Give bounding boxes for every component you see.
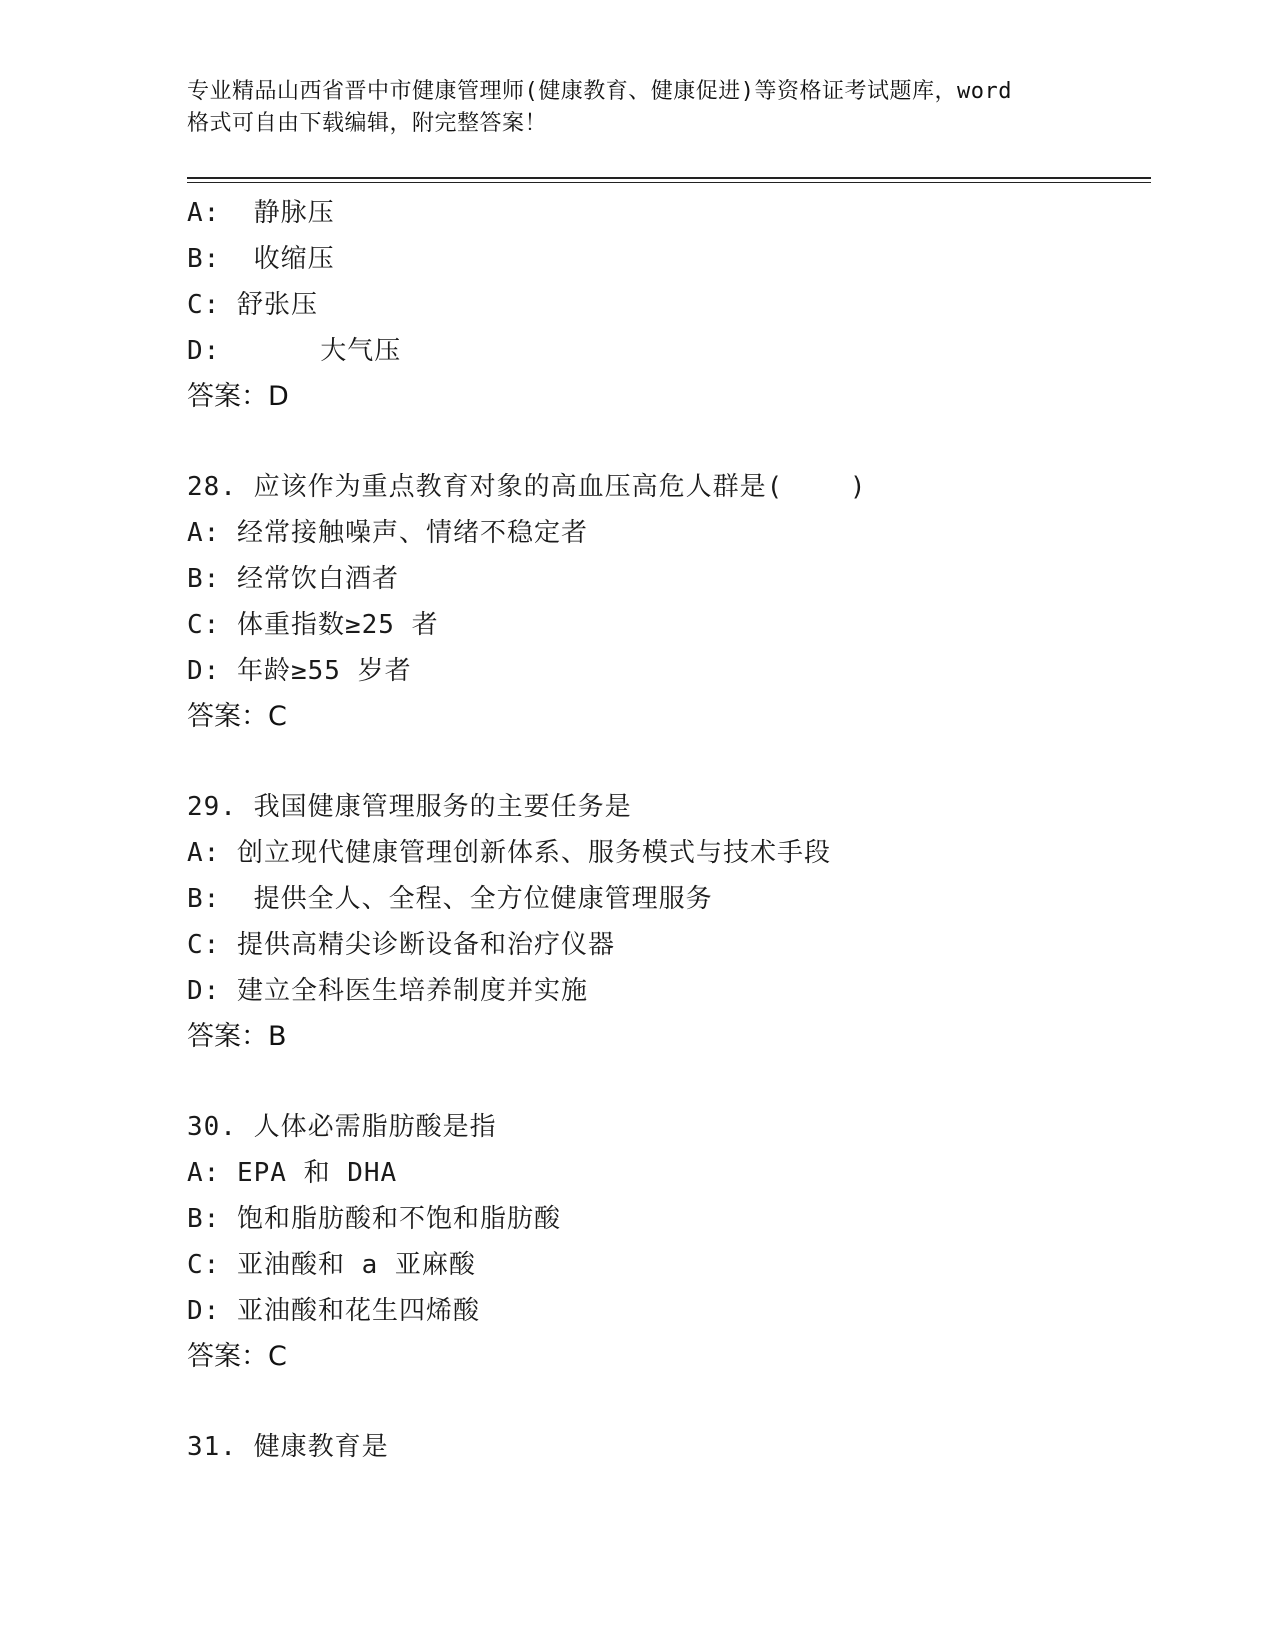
option-d: D: 大气压: [187, 336, 402, 366]
answer-line: 答案：C: [187, 701, 287, 732]
option-d: D: 年龄≥55 岁者: [187, 656, 412, 686]
question-content: [187, 190, 1151, 1470]
header-divider-thin: [187, 182, 1151, 183]
option-a: A: 经常接触噪声、情绪不稳定者: [187, 518, 588, 548]
spacer: [187, 1060, 1151, 1104]
option-a: A: 创立现代健康管理创新体系、服务模式与技术手段: [187, 838, 831, 868]
option-c: C: 体重指数≥25 者: [187, 610, 439, 640]
option-b: B: 收缩压: [187, 244, 335, 274]
question-29: [187, 784, 1151, 1060]
question-stem: 30. 人体必需脂肪酸是指: [187, 1112, 497, 1142]
option-d: D: 建立全科医生培养制度并实施: [187, 976, 588, 1006]
option-a: A: EPA 和 DHA: [187, 1158, 398, 1188]
option-b: B: 经常饮白酒者: [187, 564, 399, 594]
question-stem: 29. 我国健康管理服务的主要任务是: [187, 792, 632, 822]
option-c: C: 亚油酸和 a 亚麻酸: [187, 1250, 476, 1280]
option-d: D: 亚油酸和花生四烯酸: [187, 1296, 480, 1326]
question-stem: 28. 应该作为重点教育对象的高血压高危人群是( ): [187, 472, 867, 502]
option-c: C: 提供高精尖诊断设备和治疗仪器: [187, 930, 615, 960]
spacer: [187, 740, 1151, 784]
header-divider-thick: [187, 177, 1151, 179]
option-a: A: 静脉压: [187, 198, 335, 228]
option-b: B: 提供全人、全程、全方位健康管理服务: [187, 884, 713, 914]
answer-line: 答案：B: [187, 1021, 287, 1052]
answer-line: 答案：D: [187, 381, 289, 412]
question-stem: 31. 健康教育是: [187, 1432, 389, 1462]
answer-line: 答案：C: [187, 1341, 287, 1372]
question-31: [187, 1424, 1151, 1470]
question-30: [187, 1104, 1151, 1380]
option-b: B: 饱和脂肪酸和不饱和脂肪酸: [187, 1204, 561, 1234]
header-line-1: 专业精品山西省晋中市健康管理师(健康教育、健康促进)等资格证考试题库，word: [187, 79, 1012, 104]
spacer: [187, 420, 1151, 464]
header-line-2: 格式可自由下载编辑，附完整答案！: [187, 111, 548, 136]
question-27-continued: [187, 190, 1151, 420]
option-c: C: 舒张压: [187, 290, 318, 320]
spacer: [187, 1380, 1151, 1424]
page-header: [187, 76, 1087, 140]
question-28: [187, 464, 1151, 740]
